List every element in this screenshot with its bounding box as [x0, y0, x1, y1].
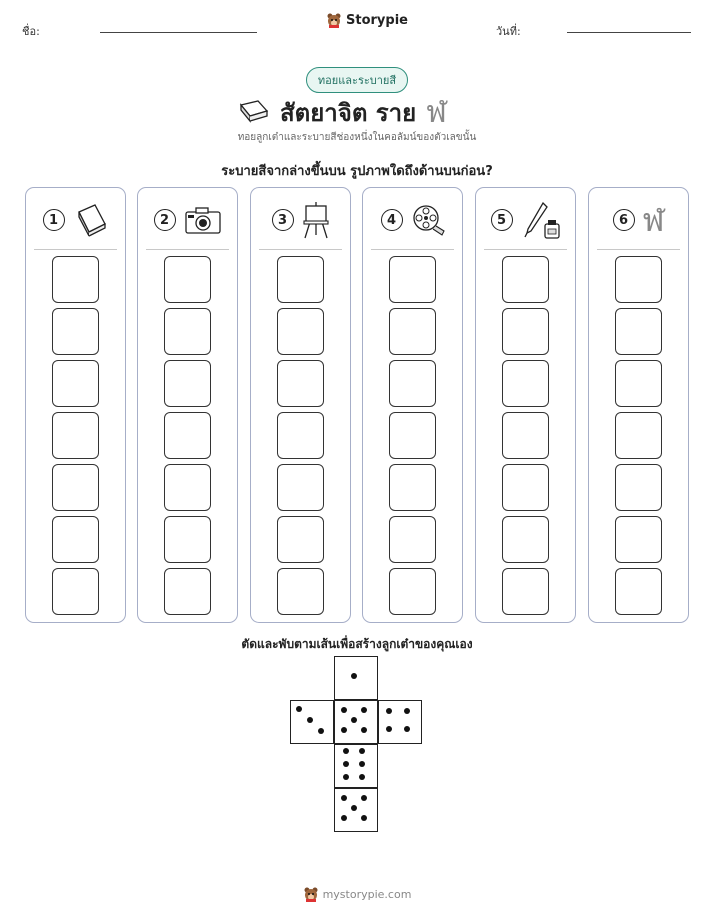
die-face — [378, 700, 422, 744]
die-pip — [341, 815, 347, 821]
book-icon — [73, 202, 109, 238]
footer-site: mystorypie.com — [322, 887, 412, 901]
coloring-box[interactable] — [164, 360, 211, 407]
coloring-box[interactable] — [615, 464, 662, 511]
column-header — [589, 200, 688, 240]
coloring-box[interactable] — [277, 516, 324, 563]
die-pip — [404, 708, 410, 714]
column-divider — [371, 249, 454, 250]
brand-name: Storypie — [346, 12, 408, 28]
column-2 — [137, 187, 238, 623]
column-header — [476, 200, 575, 240]
coloring-box[interactable] — [277, 360, 324, 407]
date-line[interactable] — [567, 32, 691, 33]
column-5 — [475, 187, 576, 623]
coloring-box[interactable] — [615, 516, 662, 563]
easel-icon — [302, 201, 330, 239]
thai-letter-icon: ฬ — [642, 201, 665, 239]
die-pip — [307, 717, 313, 723]
die-pip — [361, 727, 367, 733]
die-face — [334, 656, 378, 700]
subtitle: ทอยลูกเต๋าและระบายสีช่องหนึ่งในคอลัมน์ของตัวเลขนั้น — [237, 132, 477, 143]
die-pip — [341, 707, 347, 713]
column-4 — [362, 187, 463, 623]
book-icon — [238, 99, 270, 125]
coloring-box[interactable] — [389, 308, 436, 355]
coloring-box[interactable] — [277, 256, 324, 303]
bear-logo-icon — [303, 886, 319, 902]
die-pip — [351, 673, 357, 679]
column-number: 2 — [154, 209, 176, 231]
column-divider — [484, 249, 567, 250]
die-pip — [318, 728, 324, 734]
column-divider — [34, 249, 117, 250]
die-pip — [343, 774, 349, 780]
coloring-box[interactable] — [615, 308, 662, 355]
coloring-box[interactable] — [502, 412, 549, 459]
coloring-box[interactable] — [389, 464, 436, 511]
coloring-box[interactable] — [615, 360, 662, 407]
die-pip — [351, 805, 357, 811]
die-pip — [351, 717, 357, 723]
name-line[interactable] — [100, 32, 257, 33]
die-face — [334, 788, 378, 832]
coloring-box[interactable] — [164, 568, 211, 615]
die-pip — [341, 795, 347, 801]
column-header — [138, 200, 237, 240]
column-divider — [259, 249, 342, 250]
coloring-box[interactable] — [52, 412, 99, 459]
die-pip — [361, 815, 367, 821]
film-reel-icon — [411, 203, 445, 237]
column-number: 6 — [613, 209, 635, 231]
coloring-box[interactable] — [615, 568, 662, 615]
die-pip — [359, 748, 365, 754]
coloring-box[interactable] — [389, 568, 436, 615]
coloring-box[interactable] — [389, 412, 436, 459]
worksheet-title — [238, 92, 478, 132]
footer — [0, 886, 714, 902]
coloring-box[interactable] — [52, 516, 99, 563]
die-pip — [361, 707, 367, 713]
column-divider — [597, 249, 680, 250]
column-number: 1 — [43, 209, 65, 231]
coloring-box[interactable] — [164, 308, 211, 355]
die-pip — [386, 726, 392, 732]
coloring-box[interactable] — [277, 308, 324, 355]
question: ระบายสีจากล่างขึ้นบน รูปภาพใดถึงด้านบนก่อน? — [221, 164, 493, 179]
column-number: 5 — [491, 209, 513, 231]
coloring-box[interactable] — [615, 256, 662, 303]
bear-logo-icon — [326, 12, 342, 28]
column-header — [251, 200, 350, 240]
coloring-box[interactable] — [164, 256, 211, 303]
die-pip — [359, 774, 365, 780]
coloring-box[interactable] — [164, 516, 211, 563]
coloring-box[interactable] — [52, 464, 99, 511]
coloring-box[interactable] — [502, 360, 549, 407]
column-6 — [588, 187, 689, 623]
column-divider — [146, 249, 229, 250]
coloring-box[interactable] — [502, 464, 549, 511]
column-3 — [250, 187, 351, 623]
dice-caption: ตัดและพับตามเส้นเพื่อสร้างลูกเต๋าของคุณเอง — [241, 637, 473, 651]
thai-letter-icon: ฬ — [426, 94, 447, 130]
die-pip — [341, 727, 347, 733]
activity-badge: ทอยและระบายสี — [306, 67, 408, 93]
die-pip — [386, 708, 392, 714]
column-number: 4 — [381, 209, 403, 231]
die-pip — [404, 726, 410, 732]
title-text: สัตยาจิต ราย — [280, 98, 417, 127]
column-header — [26, 200, 125, 240]
camera-icon — [184, 205, 222, 235]
storypie-logo — [326, 12, 408, 28]
coloring-box[interactable] — [164, 464, 211, 511]
coloring-box[interactable] — [52, 256, 99, 303]
date-label: วันที่: — [496, 25, 521, 38]
coloring-box[interactable] — [52, 360, 99, 407]
coloring-box[interactable] — [277, 568, 324, 615]
die-pip — [343, 761, 349, 767]
coloring-box[interactable] — [389, 360, 436, 407]
coloring-box[interactable] — [389, 516, 436, 563]
die-face — [334, 700, 378, 744]
coloring-box[interactable] — [502, 308, 549, 355]
die-pip — [359, 761, 365, 767]
column-1 — [25, 187, 126, 623]
coloring-box[interactable] — [502, 568, 549, 615]
coloring-box[interactable] — [52, 568, 99, 615]
coloring-box[interactable] — [502, 516, 549, 563]
die-face — [290, 700, 334, 744]
die-face — [334, 744, 378, 788]
coloring-box[interactable] — [277, 412, 324, 459]
coloring-box[interactable] — [615, 412, 662, 459]
coloring-box[interactable] — [164, 412, 211, 459]
coloring-box[interactable] — [389, 256, 436, 303]
die-pip — [343, 748, 349, 754]
column-number: 3 — [272, 209, 294, 231]
die-pip — [361, 795, 367, 801]
name-label: ชื่อ: — [22, 25, 40, 38]
coloring-box[interactable] — [52, 308, 99, 355]
die-pip — [296, 706, 302, 712]
coloring-box[interactable] — [502, 256, 549, 303]
column-header — [363, 200, 462, 240]
fountain-pen-icon — [521, 200, 561, 240]
coloring-box[interactable] — [277, 464, 324, 511]
